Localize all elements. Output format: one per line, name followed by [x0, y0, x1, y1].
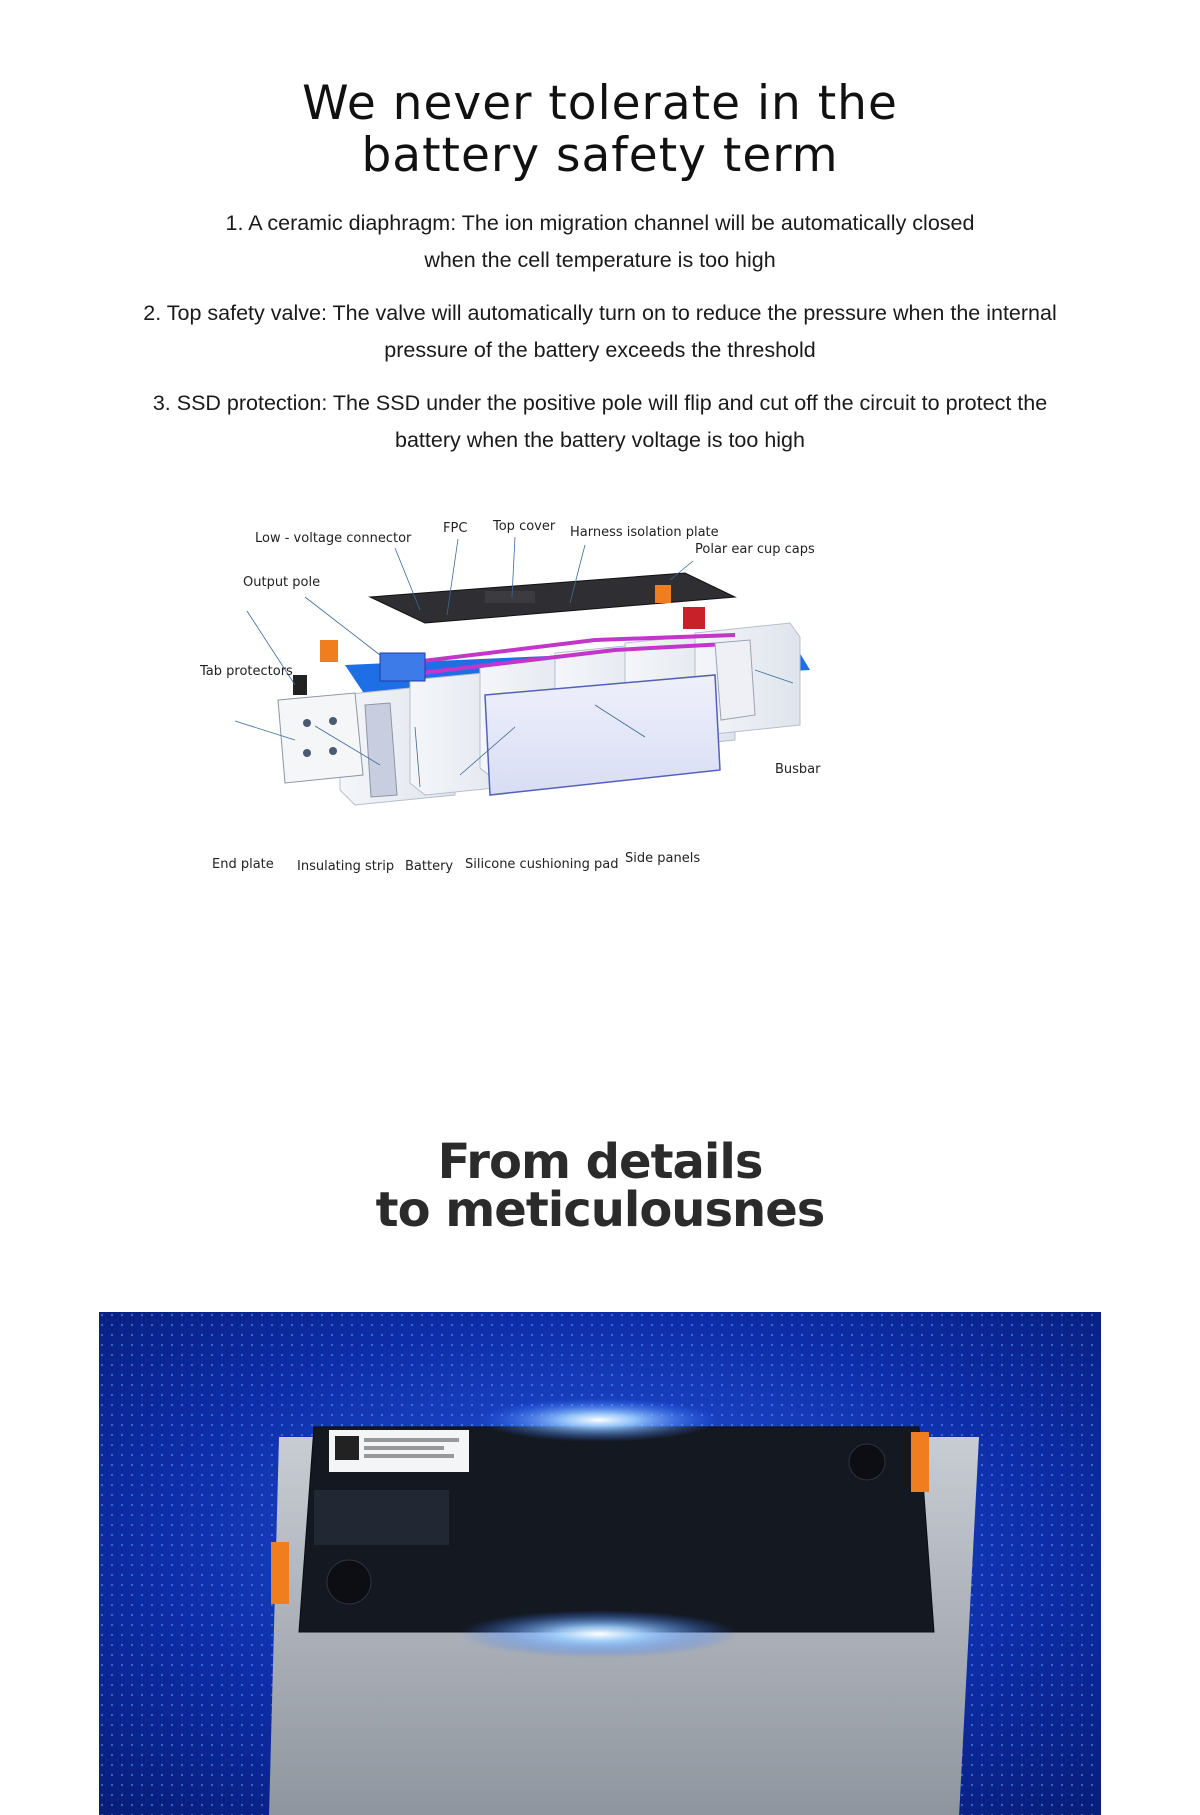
- top-cover-window: [485, 591, 535, 603]
- label-top-cover: Top cover: [493, 519, 556, 534]
- side-panel: [485, 675, 720, 795]
- label-tab-protectors: Tab protectors: [200, 664, 293, 679]
- label-end-plate: End plate: [212, 857, 274, 872]
- label-polar-ear-cup-caps: Polar ear cup caps: [695, 542, 815, 557]
- battery-module-exploded-diagram: [200, 519, 995, 905]
- safety-point-ssd-protection: [100, 385, 1100, 459]
- point-text-line-1: 1. A ceramic diaphragm: The ion migration channel will be automatically closed: [225, 211, 975, 235]
- terminal-orange-left: [271, 1542, 289, 1604]
- point-text-line-1: 2. Top safety valve: The valve will automatically turn on to reduce the pressure when the internal: [143, 301, 1057, 325]
- label-low-voltage-connector: Low - voltage connector: [255, 531, 412, 546]
- orange-connector-right: [655, 585, 671, 603]
- red-cap: [683, 607, 705, 629]
- label-battery: Battery: [405, 859, 454, 874]
- details-heading-line-2: to meticulousnes: [375, 1182, 825, 1238]
- label-insulating-strip: Insulating strip: [297, 859, 395, 874]
- details-heading: [0, 1134, 1200, 1238]
- orange-connector-left: [320, 640, 338, 662]
- label-silicone-cushioning-pad: Silicone cushioning pad: [465, 857, 619, 872]
- terminal-orange-right: [911, 1432, 929, 1492]
- light-glow-top: [479, 1398, 719, 1442]
- tab-protector-black: [293, 675, 307, 695]
- safety-point-ceramic-diaphragm: [100, 205, 1100, 279]
- details-heading-line-1: From details: [437, 1134, 763, 1190]
- section-heading: [0, 78, 1200, 182]
- lid-port-left: [327, 1560, 371, 1604]
- top-cover: [370, 573, 735, 623]
- product-photo-illustration: [99, 1312, 1101, 1815]
- end-plate: [278, 693, 363, 783]
- exploded-view-illustration: [200, 519, 995, 905]
- label-side-panels: Side panels: [625, 851, 701, 866]
- label-harness-isolation-plate: Harness isolation plate: [570, 525, 719, 540]
- battery-module-product-photo: [99, 1312, 1101, 1815]
- label-busbar: Busbar: [775, 762, 821, 777]
- light-glow-bottom: [459, 1610, 739, 1658]
- lid-port-right: [849, 1444, 885, 1480]
- busbar-panel: [715, 640, 755, 720]
- label-fpc: FPC: [443, 521, 468, 536]
- point-text-line-2: pressure of the battery exceeds the threshold: [384, 338, 816, 362]
- output-pole-block: [380, 653, 425, 681]
- heading-line-1: We never tolerate in the: [302, 76, 898, 131]
- label-output-pole: Output pole: [243, 575, 321, 590]
- heading-line-2: battery safety term: [361, 128, 839, 183]
- point-text-line-2: when the cell temperature is too high: [424, 248, 776, 272]
- point-text-line-1: 3. SSD protection: The SSD under the positive pole will flip and cut off the circuit to protect the: [152, 391, 1048, 415]
- safety-point-top-safety-valve: [100, 295, 1100, 369]
- point-text-line-2: battery when the battery voltage is too high: [395, 428, 805, 452]
